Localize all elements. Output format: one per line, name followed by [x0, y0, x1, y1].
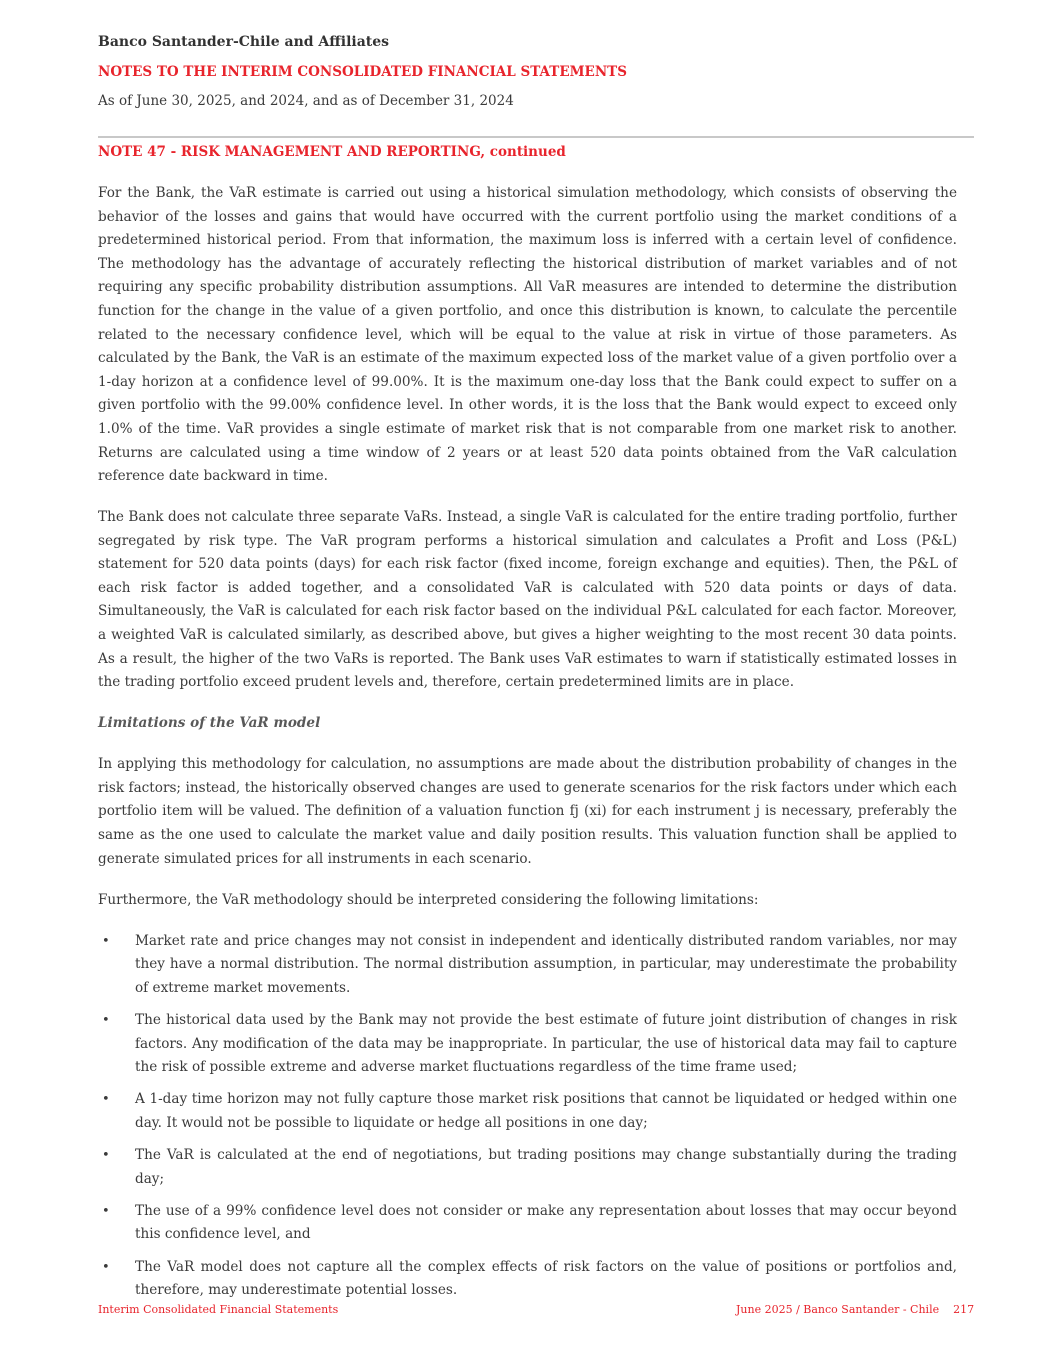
list-item	[98, 1009, 957, 1080]
list-item-text: The historical data used by the Bank may not provide the best estimate of future joint distribution of changes in risk factors. Any modification of the data may be inappropriate. In particular, the use of historical data may fail to capture the risk of possible extreme and adverse market fluctuations regardless of the time frame used;	[135, 1011, 957, 1076]
list-item-text: The VaR model does not capture all the complex effects of risk factors on the value of positions or portfolios and, therefore, may underestimate potential losses.	[135, 1258, 957, 1299]
bullet-icon: •	[102, 1203, 110, 1219]
list-item	[98, 930, 957, 1001]
header-divider	[98, 136, 974, 138]
bullet-icon: •	[102, 933, 110, 949]
paragraph-var-calculation: The Bank does not calculate three separate VaRs. Instead, a single VaR is calculated for the entire trading portfolio, further segregated by risk type. The VaR program performs a historical simulation and calculates a Profit and Loss (P&L) statement for 520 data points (days) for each risk factor (fixed income, foreign exchange and equities). Then, the P&L of each risk factor is added together, and a consolidated VaR is calculated with 520 data points or days of data. Simultaneously, the VaR is calculated for each risk factor based on the individual P&L calculated for each factor. Moreover, a weighted VaR is calculated similarly, as described above, but gives a higher weighting to the most recent 30 data points. As a result, the higher of the two VaRs is reported. The Bank uses VaR estimates to warn if statistically estimated losses in the trading portfolio exceed prudent levels and, therefore, certain predetermined limits are in place.	[98, 509, 957, 691]
list-item-text: The VaR is calculated at the end of negotiations, but trading positions may change substantially during the trading day;	[135, 1147, 957, 1187]
list-item	[98, 1144, 957, 1191]
list-item-text: Market rate and price changes may not consist in independent and identically distributed random variables, nor may they have a normal distribution. The normal distribution assumption, in particular, may underestimate the probability of extreme market movements.	[135, 932, 957, 996]
list-item-text: The use of a 99% confidence level does not consider or make any representation about losses that may occur beyond this confidence level, and	[135, 1202, 957, 1243]
list-item	[98, 1088, 957, 1135]
footer-date-bank	[736, 1303, 974, 1316]
list-item	[98, 1200, 957, 1247]
bullet-icon: •	[102, 1259, 110, 1275]
bullet-icon: •	[102, 1092, 110, 1108]
limitations-list	[98, 930, 957, 1303]
as-of-date: As of June 30, 2025, and 2024, and as of December 31, 2024	[98, 93, 514, 109]
subheading-limitations: Limitations of the VaR model	[98, 715, 321, 732]
footer-document-title: Interim Consolidated Financial Statements	[98, 1303, 339, 1316]
paragraph-var-estimate: For the Bank, the VaR estimate is carried out using a historical simulation methodology, which consists of observing the behavior of the losses and gains that would have occurred with the current portfolio using the market conditions of a predetermined historical period. From that information, the maximum loss is inferred with a certain level of confidence. The methodology has the advantage of accurately reflecting the historical distribution of market variables and of not requiring any specific probability distribution assumptions. All VaR measures are intended to determine the distribution function for the change in the value of a given portfolio, and once this distribution is known, to calculate the percentile related to the necessary confidence level, which will be equal to the value at risk in virtue of those parameters. As calculated by the Bank, the VaR is an estimate of the maximum expected loss of the market value of a given portfolio over a 1-day horizon at a confidence level of 99.00%. It is the maximum one-day loss that the Bank could expect to suffer on a given portfolio with the 99.00% confidence level. In other words, it is the loss that the Bank would expect to exceed only 1.0% of the time. VaR provides a single estimate of market risk that is not comparable from one market risk to another. Returns are calculated using a time window of 2 years or at least 520 data points obtained from the VaR calculation reference date backward in time.	[98, 185, 957, 485]
paragraph-methodology: In applying this methodology for calculation, no assumptions are made about the distribution probability of changes in the risk factors; instead, the historically observed changes are used to generate scenarios for the risk factors under which each portfolio item will be valued. The definition of a valuation function fj (xi) for each instrument j is necessary, preferably the same as the one used to calculate the market value and daily position results. This valuation function shall be applied to generate simulated prices for all instruments in each scenario.	[98, 756, 957, 867]
notes-title: NOTES TO THE INTERIM CONSOLIDATED FINANCIAL STATEMENTS	[98, 64, 627, 80]
bullet-icon: •	[102, 1148, 110, 1164]
list-item-text: A 1-day time horizon may not fully capture those market risk positions that cannot be liquidated or hedged within one day. It would not be possible to liquidate or hedge all positions in one day;	[135, 1091, 957, 1131]
bullet-icon: •	[102, 1012, 110, 1028]
footer-date-bank-text: June 2025 / Banco Santander - Chile	[736, 1303, 940, 1316]
company-name: Banco Santander-Chile and Affiliates	[98, 34, 390, 50]
note-body	[98, 182, 957, 1311]
paragraph-limitations-intro: Furthermore, the VaR methodology should be interpreted considering the following limitations:	[98, 891, 759, 908]
note-heading: NOTE 47 - RISK MANAGEMENT AND REPORTING, continued	[98, 144, 566, 160]
page-number: 217	[953, 1303, 975, 1316]
list-item	[98, 1256, 957, 1303]
